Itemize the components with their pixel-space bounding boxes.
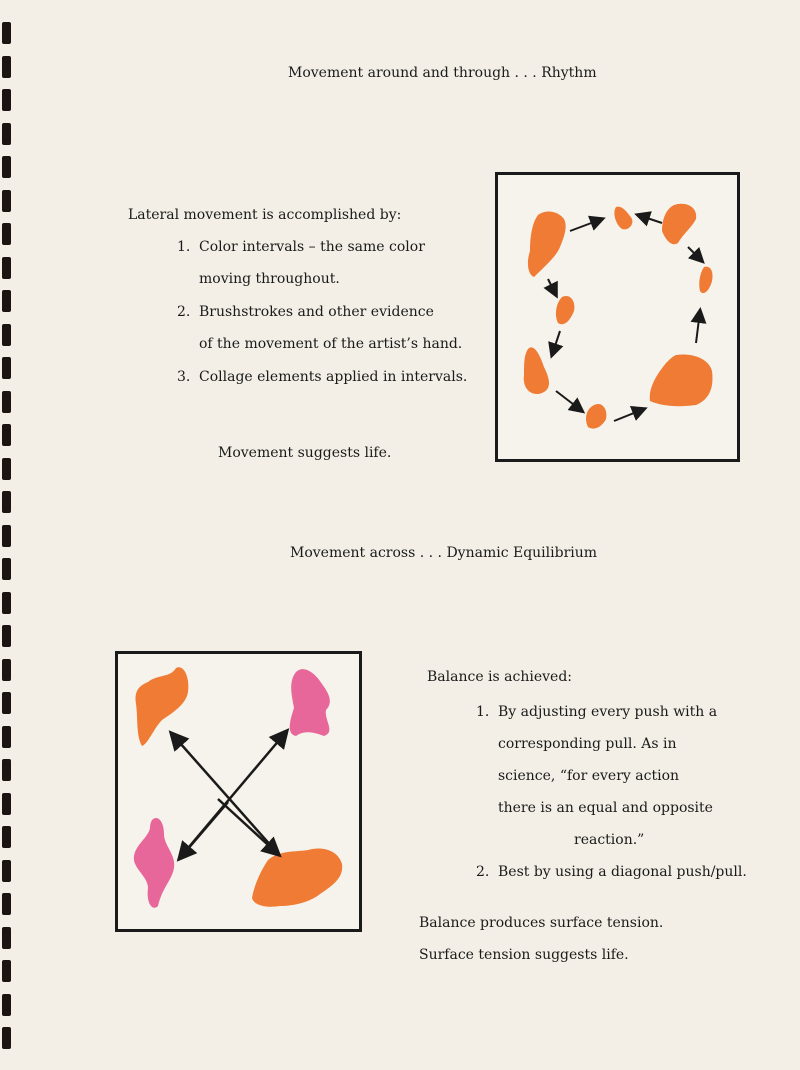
diagonal-arrow-2-tail bbox=[180, 802, 228, 858]
binding-ring bbox=[2, 893, 11, 915]
binding-ring bbox=[2, 826, 11, 848]
rhythm-item-3-number: 3. bbox=[177, 369, 191, 385]
binding-ring bbox=[2, 759, 11, 781]
binding-ring bbox=[2, 659, 11, 681]
arrow-8 bbox=[696, 311, 700, 343]
binding-ring bbox=[2, 156, 11, 178]
binding-ring bbox=[2, 391, 11, 413]
equilibrium-item-1-line-4: there is an equal and opposite bbox=[498, 800, 713, 816]
binding-ring bbox=[2, 357, 11, 379]
binding-ring bbox=[2, 625, 11, 647]
arrow-6 bbox=[556, 391, 582, 411]
diagonal-arrow-1 bbox=[172, 734, 280, 856]
binding-ring bbox=[2, 223, 11, 245]
arrow-7 bbox=[614, 409, 644, 421]
binding-ring bbox=[2, 190, 11, 212]
binding-ring bbox=[2, 960, 11, 982]
orange-blob-7 bbox=[586, 404, 606, 429]
binding-ring bbox=[2, 424, 11, 446]
binding-ring bbox=[2, 927, 11, 949]
rhythm-item-2-number: 2. bbox=[177, 304, 191, 320]
rhythm-item-1-line-2: moving throughout. bbox=[199, 271, 340, 287]
binding-ring bbox=[2, 257, 11, 279]
orange-blob-5 bbox=[556, 296, 574, 324]
binding-ring bbox=[2, 491, 11, 513]
arrow-2 bbox=[638, 215, 662, 223]
equilibrium-intro: Balance is achieved: bbox=[427, 669, 573, 685]
equilibrium-conclusion-2: Surface tension suggests life. bbox=[419, 947, 629, 963]
rhythm-heading: Movement around and through . . . Rhythm bbox=[288, 65, 597, 81]
equilibrium-item-1-line-2: corresponding pull. As in bbox=[498, 736, 677, 752]
binding-ring bbox=[2, 793, 11, 815]
spiral-binding bbox=[0, 0, 14, 1070]
binding-ring bbox=[2, 290, 11, 312]
rhythm-diagram bbox=[498, 175, 737, 459]
rhythm-item-2-line-1: Brushstrokes and other evidence bbox=[199, 304, 434, 320]
binding-ring bbox=[2, 89, 11, 111]
arrow-4 bbox=[548, 279, 556, 295]
binding-ring bbox=[2, 525, 11, 547]
binding-ring bbox=[2, 994, 11, 1016]
binding-ring bbox=[2, 22, 11, 44]
equilibrium-diagram bbox=[118, 654, 359, 929]
equilibrium-item-1-line-5: reaction.” bbox=[574, 832, 645, 848]
binding-ring bbox=[2, 458, 11, 480]
diagonal-arrow-1-tail bbox=[218, 799, 278, 854]
rhythm-item-1-number: 1. bbox=[177, 239, 191, 255]
rhythm-conclusion: Movement suggests life. bbox=[218, 445, 392, 461]
binding-ring bbox=[2, 123, 11, 145]
arrow-5 bbox=[552, 331, 560, 355]
equilibrium-illustration bbox=[115, 651, 362, 932]
equilibrium-item-1-line-1: By adjusting every push with a bbox=[498, 704, 718, 720]
equilibrium-item-2-line-1: Best by using a diagonal push/pull. bbox=[498, 864, 747, 880]
pink-blob-bottom-left bbox=[134, 818, 174, 908]
orange-blob-top-left bbox=[136, 667, 189, 746]
orange-blob-2 bbox=[614, 207, 632, 230]
equilibrium-item-1-line-3: science, “for every action bbox=[498, 768, 680, 784]
binding-ring bbox=[2, 592, 11, 614]
rhythm-intro: Lateral movement is accomplished by: bbox=[128, 207, 402, 223]
binding-ring bbox=[2, 692, 11, 714]
rhythm-item-1-line-1: Color intervals – the same color bbox=[199, 239, 425, 255]
binding-ring bbox=[2, 726, 11, 748]
arrow-3 bbox=[688, 247, 702, 261]
binding-ring bbox=[2, 56, 11, 78]
orange-blob-4 bbox=[699, 267, 712, 293]
orange-blob-bottom-right bbox=[252, 849, 342, 907]
rhythm-illustration bbox=[495, 172, 740, 462]
equilibrium-conclusion-1: Balance produces surface tension. bbox=[419, 915, 664, 931]
rhythm-item-3-line-1: Collage elements applied in intervals. bbox=[199, 369, 468, 385]
orange-blob-8 bbox=[650, 355, 713, 407]
orange-blob-3 bbox=[662, 204, 696, 244]
orange-blob-6 bbox=[524, 347, 549, 394]
binding-ring bbox=[2, 324, 11, 346]
binding-ring bbox=[2, 558, 11, 580]
equilibrium-heading: Movement across . . . Dynamic Equilibrium bbox=[290, 545, 598, 561]
binding-ring bbox=[2, 860, 11, 882]
arrow-1 bbox=[570, 219, 602, 231]
binding-ring bbox=[2, 1027, 11, 1049]
rhythm-item-2-line-2: of the movement of the artist’s hand. bbox=[199, 336, 463, 352]
orange-blob-1 bbox=[528, 212, 566, 277]
equilibrium-item-2-number: 2. bbox=[476, 864, 490, 880]
pink-blob-top-right bbox=[290, 669, 330, 736]
equilibrium-item-1-number: 1. bbox=[476, 704, 490, 720]
